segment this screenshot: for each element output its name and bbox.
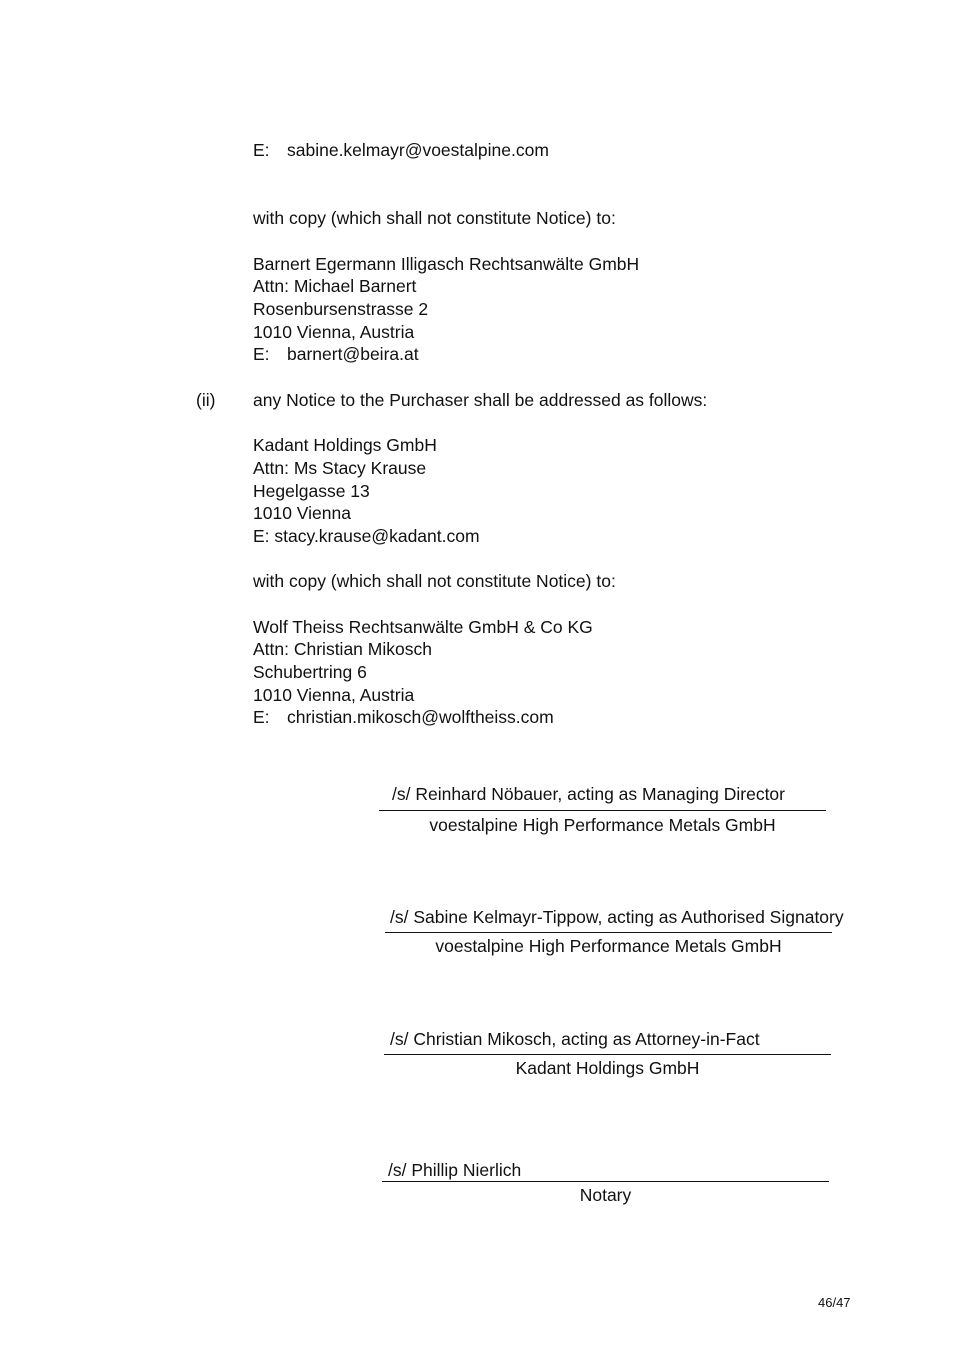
email-label: E: xyxy=(253,344,270,364)
seller-copy-firm: Barnert Egermann Illigasch Rechtsanwälte GmbH xyxy=(253,254,640,274)
seller-copy-street: Rosenbursenstrasse 2 xyxy=(253,299,429,319)
email-label: E: xyxy=(253,707,270,727)
purchaser-copy-attn: Attn: Christian Mikosch xyxy=(253,639,432,659)
signature-rule xyxy=(382,1181,829,1182)
seller-copy-email-line xyxy=(253,344,419,365)
signature-rule xyxy=(385,932,832,933)
purchaser-clause-heading: any Notice to the Purchaser shall be addressed as follows: xyxy=(253,390,708,410)
purchaser-copy-city: 1010 Vienna, Austria xyxy=(253,685,415,705)
seller-copy-attn: Attn: Michael Barnert xyxy=(253,276,417,296)
purchaser-copy-firm: Wolf Theiss Rechtsanwälte GmbH & Co KG xyxy=(253,617,593,637)
purchaser-email-line: E: stacy.krause@kadant.com xyxy=(253,526,480,546)
signature-line-text: /s/ Sabine Kelmayr-Tippow, acting as Authorised Signatory xyxy=(390,907,844,927)
seller-email: sabine.kelmayr@voestalpine.com xyxy=(287,140,549,160)
signature-entity: Notary xyxy=(579,1185,632,1205)
signature-line-text: /s/ Christian Mikosch, acting as Attorney-in-Fact xyxy=(390,1029,760,1049)
purchaser-street: Hegelgasse 13 xyxy=(253,481,370,501)
signature-line-text: /s/ Phillip Nierlich xyxy=(388,1160,522,1180)
seller-copy-intro: with copy (which shall not constitute Notice) to: xyxy=(253,208,616,228)
purchaser-copy-email-line xyxy=(253,707,554,728)
signature-line-text: /s/ Reinhard Nöbauer, acting as Managing Director xyxy=(392,784,785,804)
seller-email-line xyxy=(253,140,549,161)
purchaser-copy-street: Schubertring 6 xyxy=(253,662,367,682)
seller-copy-email: barnert@beira.at xyxy=(287,344,419,364)
email-label: E: xyxy=(253,140,270,160)
purchaser-clause-marker: (ii) xyxy=(196,390,216,410)
signature-rule xyxy=(379,810,826,811)
signature-entity: voestalpine High Performance Metals GmbH xyxy=(429,815,776,835)
seller-copy-city: 1010 Vienna, Austria xyxy=(253,322,415,342)
purchaser-copy-intro: with copy (which shall not constitute Notice) to: xyxy=(253,571,616,591)
purchaser-attn: Attn: Ms Stacy Krause xyxy=(253,458,427,478)
page-number: 46/47 xyxy=(818,1295,851,1310)
purchaser-copy-email: christian.mikosch@wolftheiss.com xyxy=(287,707,554,727)
signature-rule xyxy=(384,1054,831,1055)
signature-entity: Kadant Holdings GmbH xyxy=(515,1058,700,1078)
signature-entity: voestalpine High Performance Metals GmbH xyxy=(435,936,782,956)
purchaser-city: 1010 Vienna xyxy=(253,503,351,523)
purchaser-company: Kadant Holdings GmbH xyxy=(253,435,437,455)
